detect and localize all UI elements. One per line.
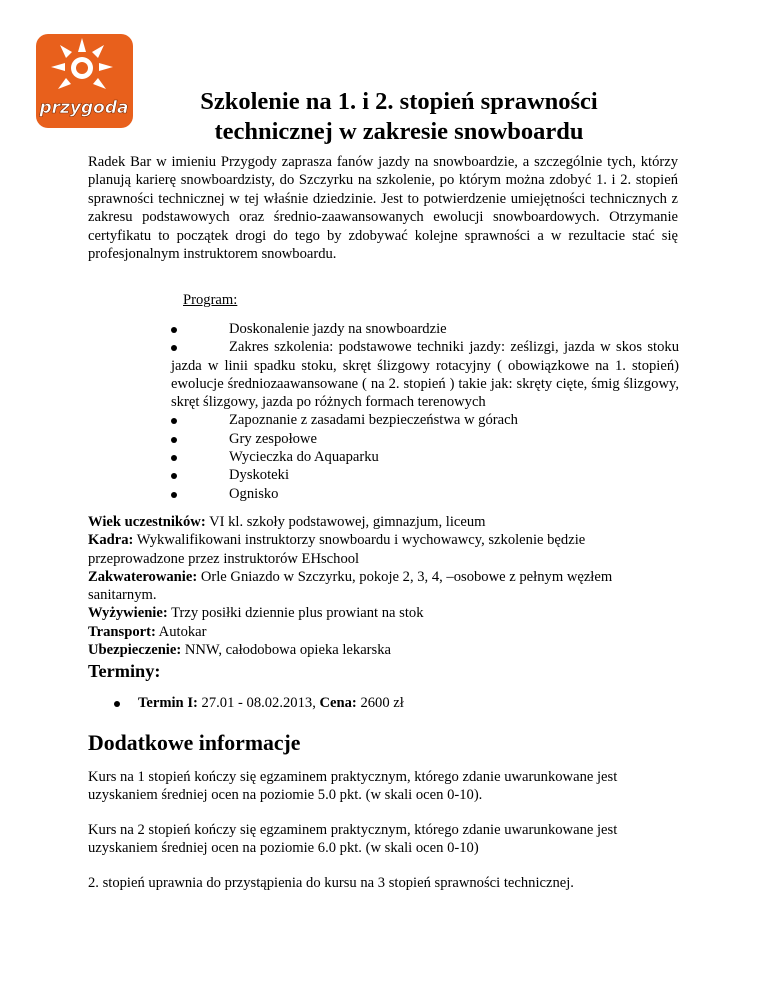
list-item: Zapoznanie z zasadami bezpieczeństwa w górach bbox=[171, 411, 679, 429]
terminy-heading: Terminy: bbox=[88, 661, 161, 681]
info-paragraph-2: Kurs na 2 stopień kończy się egzaminem praktycznym, którego zdanie uwarunkowane jest uzyskaniem średniej ocen na poziomie 6.0 pkt. (w skali ocen 0-10) bbox=[88, 822, 618, 857]
list-item: Dyskoteki bbox=[171, 466, 679, 484]
detail-kadra: Kadra: Wykwalifikowani instruktorzy snowboardu i wychowawcy, szkolenie będzie przeprowadzone przez instruktorów EHschool bbox=[88, 532, 586, 567]
intro-paragraph: Radek Bar w imieniu Przygody zaprasza fanów jazdy na snowboardzie, a szczególnie tych, którzy planują karierę snowboardzisty, do Szczyrku na szkolenie, po którym można zdobyć 1. i 2. stopień sprawności technicznej w tej właśnie dziedzinie. Jest to potwierdzenie umiejętności technicznych z zakresu podstawowych oraz średnio-zaawansowanych ewolucji snowboardowych. Otrzymanie certyfikatu to początek drogi do tego by zdobywać kolejne sprawności a w rezultacie stać się profesjonalnym instruktorem snowboardu. bbox=[88, 154, 678, 263]
przygoda-logo bbox=[36, 34, 133, 128]
program-label: Program: bbox=[183, 292, 238, 308]
detail-wiek: Wiek uczestników: VI kl. szkoły podstawowej, gimnazjum, liceum bbox=[88, 514, 486, 530]
program-list bbox=[171, 320, 679, 503]
detail-zakwaterowanie: Zakwaterowanie: Orle Gniazdo w Szczyrku, pokoje 2, 3, 4, –osobowe z pełnym węzłem sanitarnym. bbox=[88, 568, 613, 604]
list-item: Doskonalenie jazdy na snowboardzie bbox=[171, 320, 679, 338]
dodatkowe-heading: Dodatkowe informacje bbox=[88, 731, 301, 755]
list-item: Zakres szkolenia: podstawowe techniki jazdy: ześlizgi, jazda w skos stoku jazda w linii spadku stoku, skręt ślizgowy rotacyjny ( obowiązkowe na 1. stopień) ewolucje średniozaawansowane ( na 2. stopień ) takie jak: skręty cięte, śmig ślizgowy, skręt ślizgowy, jazda po różnych formach terenowych bbox=[171, 339, 679, 411]
details-block bbox=[88, 513, 678, 659]
page-title bbox=[168, 87, 630, 147]
list-item: Ognisko bbox=[171, 485, 679, 503]
list-item: Wycieczka do Aquaparku bbox=[171, 448, 679, 466]
terminy-list bbox=[112, 694, 404, 712]
title-line-2: technicznej w zakresie snowboardu bbox=[214, 118, 584, 145]
list-item: Termin I: 27.01 - 08.02.2013, Cena: 2600 zł bbox=[112, 694, 404, 712]
logo-text: przygoda bbox=[39, 98, 129, 118]
info-paragraph-3: 2. stopień uprawnia do przystąpienia do kursu na 3 stopień sprawności technicznej. bbox=[88, 875, 574, 891]
list-item: Gry zespołowe bbox=[171, 430, 679, 448]
title-line-1: Szkolenie na 1. i 2. stopień sprawności bbox=[200, 88, 598, 115]
detail-wyzywienie: Wyżywienie: Trzy posiłki dziennie plus prowiant na stok bbox=[88, 605, 424, 622]
detail-ubezpieczenie: Ubezpieczenie: NNW, całodobowa opieka lekarska bbox=[88, 642, 391, 659]
detail-transport: Transport: Autokar bbox=[88, 623, 207, 640]
info-paragraph-1: Kurs na 1 stopień kończy się egzaminem praktycznym, którego zdanie uwarunkowane jest uzyskaniem średniej ocen na poziomie 5.0 pkt. (w skali ocen 0-10). bbox=[88, 769, 618, 804]
